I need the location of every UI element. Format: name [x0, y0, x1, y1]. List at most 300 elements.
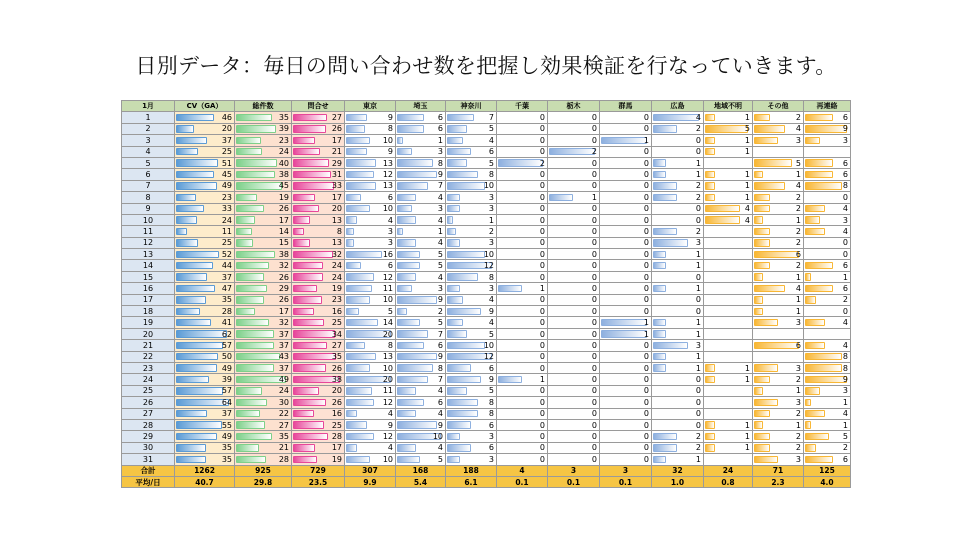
cell-value: 0: [643, 386, 649, 396]
value-cell: [497, 112, 548, 123]
value-cell: [235, 385, 292, 396]
cell-value: 0: [591, 181, 597, 191]
data-bar: [293, 433, 328, 440]
value-cell: [175, 294, 235, 305]
cell-value: 5: [437, 249, 443, 259]
data-bar: [176, 171, 214, 178]
value-cell: [345, 271, 396, 282]
data-bar: [236, 171, 275, 178]
value-cell: [600, 340, 652, 351]
cell-value: 1: [744, 443, 750, 453]
value-cell: [548, 385, 600, 396]
value-cell: [548, 135, 600, 146]
data-bar: [805, 228, 825, 235]
value-cell: [704, 328, 753, 339]
cell-value: 2: [842, 295, 848, 305]
value-cell: [600, 249, 652, 260]
value-cell: [652, 454, 704, 465]
value-cell: [345, 112, 396, 123]
table-row: [122, 351, 851, 362]
value-cell: [600, 374, 652, 385]
cell-value: 38: [278, 170, 289, 180]
data-bar: [397, 205, 412, 212]
value-cell: [345, 397, 396, 408]
value-cell: [652, 146, 704, 157]
value-cell: [548, 180, 600, 191]
cell-value: 1: [643, 329, 649, 339]
value-cell: [235, 362, 292, 373]
cell-value: 0: [591, 113, 597, 123]
value-cell: [292, 317, 345, 328]
col-header-inquiry: 問合せ: [292, 101, 345, 112]
value-cell: [600, 351, 652, 362]
data-bar: [754, 433, 770, 440]
cell-value: 0: [643, 147, 649, 157]
data-bar: [346, 353, 376, 360]
data-bar: [447, 376, 481, 383]
data-bar: [397, 330, 428, 337]
data-bar: [293, 262, 323, 269]
cell-value: 9: [437, 352, 443, 362]
day-cell: 20: [122, 328, 175, 339]
data-bar: [653, 262, 666, 269]
data-bar: [236, 205, 264, 212]
value-cell: [235, 271, 292, 282]
cell-value: 0: [539, 340, 545, 350]
data-bar: [447, 387, 467, 394]
cell-value: 49: [221, 363, 232, 373]
data-bar: [346, 285, 372, 292]
value-cell: [753, 192, 804, 203]
col-header-month: 1月: [122, 101, 175, 112]
value-cell: [704, 271, 753, 282]
total-cell: 3: [548, 465, 600, 476]
cell-value: 32: [278, 261, 289, 271]
data-bar: [176, 342, 223, 349]
cell-value: 4: [387, 409, 393, 419]
total-cell: 71: [753, 465, 804, 476]
cell-value: 13: [382, 158, 393, 168]
value-cell: [292, 328, 345, 339]
value-cell: [446, 237, 497, 248]
cell-value: 12: [382, 170, 393, 180]
cell-value: 0: [591, 295, 597, 305]
table-row: [122, 112, 851, 123]
day-cell: 3: [122, 135, 175, 146]
data-bar: [397, 194, 416, 201]
value-cell: [704, 123, 753, 134]
value-cell: [652, 431, 704, 442]
value-cell: [804, 169, 851, 180]
data-bar: [447, 410, 478, 417]
data-bar: [754, 159, 792, 166]
cell-value: 28: [221, 306, 232, 316]
cell-value: 6: [795, 249, 801, 259]
data-bar: [293, 319, 324, 326]
cell-value: 16: [382, 249, 393, 259]
value-cell: [704, 306, 753, 317]
data-bar: [293, 251, 333, 258]
day-cell: 31: [122, 454, 175, 465]
cell-value: 22: [278, 409, 289, 419]
cell-value: 24: [278, 147, 289, 157]
cell-value: 11: [221, 226, 232, 236]
cell-value: 3: [842, 135, 848, 145]
cell-value: 13: [382, 181, 393, 191]
value-cell: [292, 431, 345, 442]
cell-value: 1: [695, 454, 701, 464]
value-cell: [345, 385, 396, 396]
data-bar: [293, 353, 336, 360]
cell-value: 6: [437, 340, 443, 350]
data-bar: [653, 353, 666, 360]
value-cell: [652, 260, 704, 271]
cell-value: 4: [437, 386, 443, 396]
value-cell: [600, 123, 652, 134]
day-cell: 7: [122, 180, 175, 191]
value-cell: [804, 192, 851, 203]
data-bar: [176, 148, 198, 155]
day-cell: 10: [122, 214, 175, 225]
value-cell: [804, 135, 851, 146]
cell-value: 8: [488, 272, 494, 282]
cell-value: 5: [437, 454, 443, 464]
data-bar: [176, 330, 227, 337]
value-cell: [753, 362, 804, 373]
data-bar: [236, 353, 280, 360]
value-cell: [804, 203, 851, 214]
cell-value: 10: [382, 135, 393, 145]
value-cell: [652, 271, 704, 282]
page-title: 日別データ：毎日の問い合わせ数を把握し効果検証を行なっていきます。: [135, 54, 837, 78]
value-cell: [235, 419, 292, 430]
data-bar: [236, 444, 259, 451]
cell-value: 9: [437, 295, 443, 305]
data-bar: [397, 273, 416, 280]
cell-value: 4: [488, 318, 494, 328]
value-cell: [345, 317, 396, 328]
data-bar: [176, 205, 204, 212]
value-cell: [548, 123, 600, 134]
value-cell: [497, 203, 548, 214]
data-bar: [293, 308, 314, 315]
day-cell: 2: [122, 123, 175, 134]
cell-value: 39: [221, 375, 232, 385]
value-cell: [396, 306, 446, 317]
data-bar: [293, 387, 319, 394]
cell-value: 1: [437, 135, 443, 145]
cell-value: 35: [221, 443, 232, 453]
col-header-saitama: 埼玉: [396, 101, 446, 112]
value-cell: [497, 454, 548, 465]
cell-value: 1: [744, 135, 750, 145]
cell-value: 2: [795, 238, 801, 248]
value-cell: [804, 214, 851, 225]
value-cell: [446, 442, 497, 453]
value-cell: [175, 249, 235, 260]
data-bar: [346, 421, 367, 428]
data-bar: [447, 330, 467, 337]
data-bar: [447, 125, 467, 132]
data-bar: [176, 421, 222, 428]
value-cell: [446, 203, 497, 214]
cell-value: 6: [842, 113, 848, 123]
data-bar: [498, 159, 543, 166]
cell-value: 20: [331, 204, 342, 214]
cell-value: 8: [842, 363, 848, 373]
value-cell: [753, 397, 804, 408]
value-cell: [345, 408, 396, 419]
data-bar: [653, 285, 666, 292]
data-bar: [754, 171, 763, 178]
cell-value: 7: [488, 113, 494, 123]
cell-value: 4: [437, 443, 443, 453]
value-cell: [753, 419, 804, 430]
cell-value: 0: [539, 318, 545, 328]
data-bar: [705, 137, 715, 144]
data-bar: [397, 251, 420, 258]
cell-value: 0: [643, 226, 649, 236]
cell-value: 49: [221, 181, 232, 191]
table-row: [122, 260, 851, 271]
data-bar: [176, 251, 219, 258]
cell-value: 6: [842, 454, 848, 464]
cell-value: 10: [483, 181, 494, 191]
data-bar: [293, 159, 329, 166]
day-cell: 14: [122, 260, 175, 271]
data-bar: [754, 319, 778, 326]
data-bar: [176, 387, 223, 394]
data-bar: [236, 194, 257, 201]
value-cell: [292, 249, 345, 260]
cell-value: 0: [695, 135, 701, 145]
data-bar: [346, 444, 357, 451]
data-bar: [805, 421, 811, 428]
cell-value: 23: [278, 135, 289, 145]
data-bar: [754, 456, 778, 463]
value-cell: [345, 260, 396, 271]
cell-value: 4: [744, 215, 750, 225]
data-bar: [397, 444, 416, 451]
data-bar: [705, 194, 715, 201]
table-row: [122, 419, 851, 430]
data-bar: [176, 273, 207, 280]
data-bar: [176, 319, 211, 326]
table-row: [122, 169, 851, 180]
cell-value: 39: [278, 124, 289, 134]
value-cell: [497, 180, 548, 191]
data-bar: [805, 410, 825, 417]
cell-value: 21: [331, 147, 342, 157]
cell-value: 0: [643, 261, 649, 271]
cell-value: 26: [278, 272, 289, 282]
value-cell: [446, 328, 497, 339]
cell-value: 0: [643, 352, 649, 362]
data-bar: [447, 444, 471, 451]
value-cell: [345, 135, 396, 146]
value-cell: [753, 112, 804, 123]
value-cell: [652, 192, 704, 203]
data-bar: [293, 399, 326, 406]
value-cell: [497, 385, 548, 396]
value-cell: [497, 283, 548, 294]
day-cell: 21: [122, 340, 175, 351]
day-cell: 13: [122, 249, 175, 260]
value-cell: [652, 374, 704, 385]
value-cell: [396, 135, 446, 146]
value-cell: [652, 340, 704, 351]
data-bar: [293, 182, 334, 189]
cell-value: 0: [643, 170, 649, 180]
cell-value: 27: [331, 113, 342, 123]
cell-value: 10: [382, 363, 393, 373]
cell-value: 17: [278, 306, 289, 316]
value-cell: [804, 283, 851, 294]
data-bar: [346, 296, 370, 303]
value-cell: [175, 192, 235, 203]
cell-value: 24: [278, 386, 289, 396]
table-row: [122, 157, 851, 168]
data-bar: [805, 353, 842, 360]
table-row: [122, 431, 851, 442]
cell-value: 10: [382, 295, 393, 305]
cell-value: 9: [387, 420, 393, 430]
cell-value: 0: [643, 432, 649, 442]
value-cell: [804, 340, 851, 351]
data-bar: [176, 433, 217, 440]
day-cell: 24: [122, 374, 175, 385]
data-bar: [293, 148, 320, 155]
value-cell: [497, 192, 548, 203]
cell-value: 4: [795, 181, 801, 191]
cell-value: 1: [744, 170, 750, 180]
data-bar: [705, 376, 715, 383]
total-cell: 4: [497, 465, 548, 476]
cell-value: 3: [488, 432, 494, 442]
cell-value: 0: [842, 238, 848, 248]
cell-value: 11: [382, 386, 393, 396]
value-cell: [652, 249, 704, 260]
cell-value: 34: [331, 329, 342, 339]
value-cell: [652, 135, 704, 146]
day-cell: 4: [122, 146, 175, 157]
data-bar: [653, 444, 677, 451]
cell-value: 33: [221, 204, 232, 214]
value-cell: [548, 306, 600, 317]
value-cell: [704, 260, 753, 271]
data-bar: [346, 194, 361, 201]
value-cell: [600, 454, 652, 465]
value-cell: [704, 442, 753, 453]
cell-value: 0: [695, 272, 701, 282]
day-cell: 15: [122, 271, 175, 282]
cell-value: 52: [221, 249, 232, 259]
day-cell: 1: [122, 112, 175, 123]
cell-value: 4: [437, 215, 443, 225]
cell-value: 8: [437, 158, 443, 168]
data-bar: [754, 308, 763, 315]
value-cell: [548, 112, 600, 123]
data-bar: [447, 228, 456, 235]
value-cell: [396, 271, 446, 282]
cell-value: 4: [842, 340, 848, 350]
data-bar: [397, 148, 412, 155]
value-cell: [497, 260, 548, 271]
data-bar: [346, 273, 374, 280]
data-bar: [293, 296, 322, 303]
data-bar: [397, 137, 403, 144]
cell-value: 0: [695, 386, 701, 396]
value-cell: [652, 362, 704, 373]
value-cell: [235, 135, 292, 146]
data-bar: [236, 433, 272, 440]
data-bar: [754, 364, 778, 371]
cell-value: 10: [483, 249, 494, 259]
value-cell: [446, 157, 497, 168]
total-cell: 24: [704, 465, 753, 476]
value-cell: [292, 214, 345, 225]
value-cell: [600, 431, 652, 442]
cell-value: 3: [488, 204, 494, 214]
cell-value: 6: [842, 158, 848, 168]
cell-value: 2: [795, 375, 801, 385]
value-cell: [548, 294, 600, 305]
value-cell: [704, 214, 753, 225]
cell-value: 28: [331, 432, 342, 442]
value-cell: [446, 249, 497, 260]
value-cell: [497, 294, 548, 305]
cell-value: 4: [488, 295, 494, 305]
cell-value: 10: [483, 340, 494, 350]
cell-value: 3: [842, 215, 848, 225]
cell-value: 0: [539, 226, 545, 236]
data-bar: [346, 251, 382, 258]
cell-value: 6: [842, 283, 848, 293]
value-cell: [804, 180, 851, 191]
data-bar: [805, 444, 816, 451]
value-cell: [292, 260, 345, 271]
cell-value: 13: [331, 238, 342, 248]
cell-value: 45: [221, 170, 232, 180]
cell-value: 7: [437, 329, 443, 339]
cell-value: 0: [591, 261, 597, 271]
data-bar: [346, 399, 374, 406]
value-cell: [235, 249, 292, 260]
average-cell: 0.1: [497, 476, 548, 487]
data-bar: [176, 216, 197, 223]
cell-value: 26: [278, 204, 289, 214]
col-header-kanagawa: 神奈川: [446, 101, 497, 112]
value-cell: [175, 237, 235, 248]
value-cell: [600, 180, 652, 191]
data-bar: [705, 114, 715, 121]
value-cell: [175, 135, 235, 146]
average-cell: 23.5: [292, 476, 345, 487]
cell-value: 5: [488, 158, 494, 168]
cell-value: 43: [278, 352, 289, 362]
value-cell: [804, 306, 851, 317]
table-row: [122, 442, 851, 453]
value-cell: [175, 123, 235, 134]
cell-value: 6: [795, 340, 801, 350]
data-bar: [236, 137, 261, 144]
data-bar: [176, 308, 200, 315]
cell-value: 1: [695, 261, 701, 271]
cell-value: 3: [387, 226, 393, 236]
cell-value: 8: [387, 124, 393, 134]
cell-value: 13: [331, 215, 342, 225]
data-bar: [447, 342, 485, 349]
